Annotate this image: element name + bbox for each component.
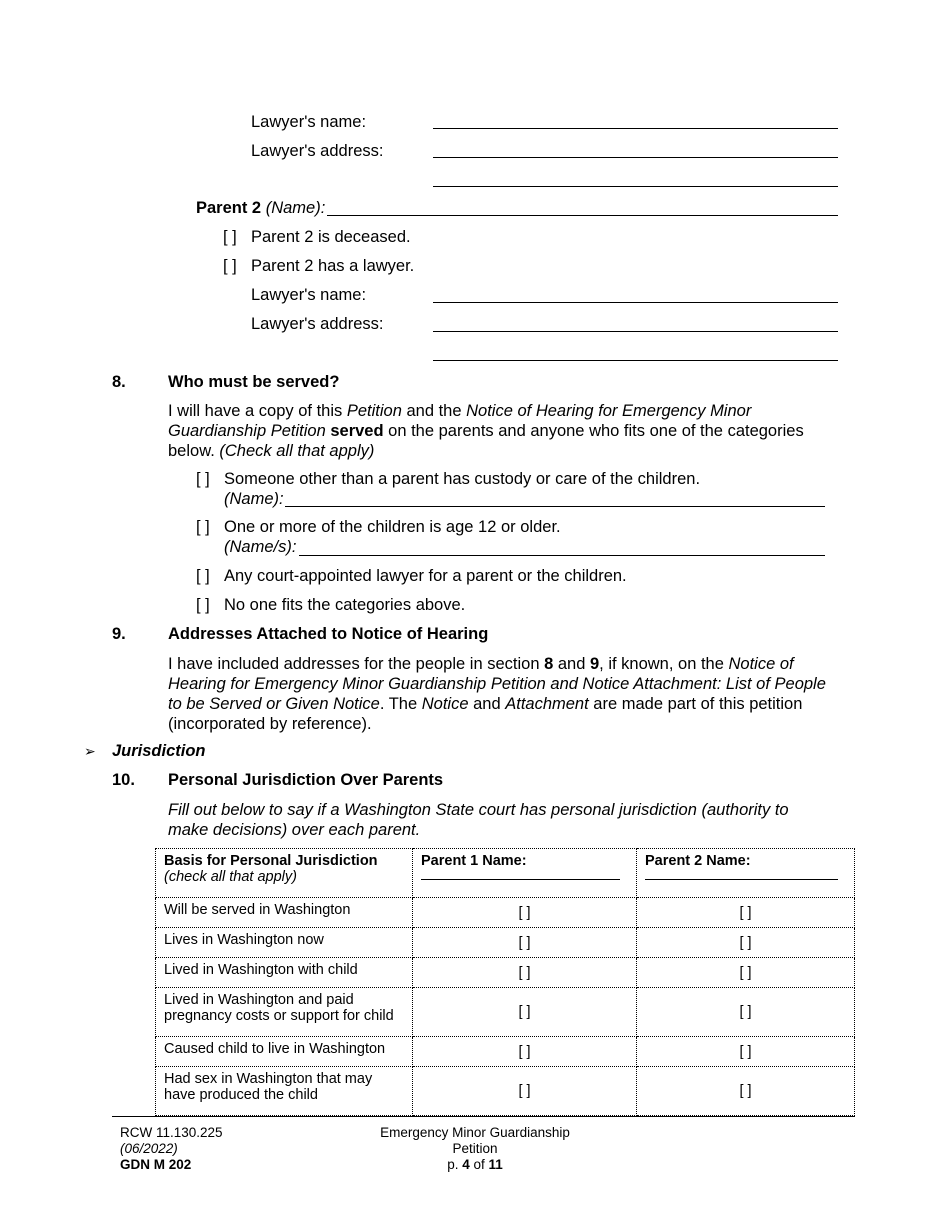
basis-cell: Lived in Washington with child xyxy=(156,958,413,988)
checkbox[interactable]: [ ] xyxy=(196,518,210,536)
section8-option-none[interactable] xyxy=(196,596,465,615)
table-row xyxy=(156,1067,855,1116)
parent2-checkbox[interactable]: [ ] xyxy=(637,958,855,988)
section8-option-court-lawyer[interactable] xyxy=(196,567,627,586)
parent2-column-header: Parent 2 Name: xyxy=(637,849,855,898)
table-row xyxy=(156,988,855,1037)
option-court-lawyer-label: Any court-appointed lawyer for a parent or the children. xyxy=(224,567,627,585)
option-custody-label: Someone other than a parent has custody or care of the children. xyxy=(224,470,701,488)
footer-page-number: p. 4 of 11 xyxy=(447,1157,503,1172)
basis-cell: Lived in Washington and paid pregnancy costs or support for child xyxy=(156,988,413,1037)
option-custody-name-hint: (Name): xyxy=(224,490,284,508)
section9-number: 9. xyxy=(112,625,126,643)
checkbox[interactable]: [ ] xyxy=(196,596,210,614)
table-row xyxy=(156,928,855,958)
parent1-name-field[interactable] xyxy=(421,879,620,880)
section8-option-age12[interactable] xyxy=(196,518,561,537)
arrow-bullet-icon: ➢ xyxy=(84,743,96,759)
section8-paragraph: I will have a copy of this Petition and the Notice of Hearing for Emergency Minor Guardianship Petition served on the parents and anyone who fits one of the categories below. (Check all that apply) xyxy=(168,402,804,460)
parent1-checkbox[interactable]: [ ] xyxy=(413,1037,637,1067)
table-row xyxy=(156,1037,855,1067)
section8-number: 8. xyxy=(112,373,126,391)
lawyer-address-label: Lawyer's address: xyxy=(251,142,384,160)
footer-center xyxy=(355,1125,595,1173)
parent1-checkbox[interactable]: [ ] xyxy=(413,928,637,958)
parent1-column-header: Parent 1 Name: xyxy=(413,849,637,898)
lawyer-name-field[interactable] xyxy=(433,128,838,129)
option-none-label: No one fits the categories above. xyxy=(224,596,466,614)
parent2-lawyer-address-label: Lawyer's address: xyxy=(251,315,384,333)
parent2-label: Parent 2 xyxy=(196,199,262,217)
parent2-lawyer-address-field[interactable] xyxy=(433,331,838,332)
parent1-checkbox[interactable]: [ ] xyxy=(413,1067,637,1116)
lawyer-address-field[interactable] xyxy=(433,157,838,158)
parent2-has-lawyer-label: Parent 2 has a lawyer. xyxy=(251,257,415,275)
footer-rcw: RCW 11.130.225 xyxy=(120,1125,223,1140)
parent2-deceased-label: Parent 2 is deceased. xyxy=(251,228,411,246)
checkbox[interactable]: [ ] xyxy=(223,257,237,275)
section10-instructions: Fill out below to say if a Washington State court has personal jurisdiction (authority to make decisions) over each parent. xyxy=(168,801,789,839)
parent2-name-field[interactable] xyxy=(327,215,838,216)
checkbox[interactable]: [ ] xyxy=(196,470,210,488)
parent2-name-hint: (Name): xyxy=(265,199,326,217)
section10-number: 10. xyxy=(112,771,135,789)
footer-title-line2: Petition xyxy=(452,1141,498,1156)
jurisdiction-heading: Jurisdiction xyxy=(112,742,206,760)
basis-cell: Lives in Washington now xyxy=(156,928,413,958)
basis-cell: Had sex in Washington that may have produced the child xyxy=(156,1067,413,1116)
basis-column-header: Basis for Personal Jurisdiction (check all that apply) xyxy=(156,849,413,898)
section8-option-custody[interactable] xyxy=(196,470,700,489)
section10-title: Personal Jurisdiction Over Parents xyxy=(168,771,444,789)
lawyer-name-label: Lawyer's name: xyxy=(251,113,367,131)
section9-paragraph: I have included addresses for the people in section 8 and 9, if known, on the Notice of Hearing for Emergency Minor Guardianship Petition and Notice Attachment: List of People to be Served or Given Notice. The Notice and Attachment are made part of this petition (incorporated by reference). xyxy=(168,655,826,733)
footer-left xyxy=(120,1125,223,1173)
parent2-name-field[interactable] xyxy=(645,879,838,880)
option-age12-names-hint: (Name/s): xyxy=(224,538,297,556)
basis-cell: Caused child to live in Washington xyxy=(156,1037,413,1067)
parent2-deceased-option[interactable] xyxy=(223,228,411,247)
parent1-checkbox[interactable]: [ ] xyxy=(413,958,637,988)
parent1-checkbox[interactable]: [ ] xyxy=(413,988,637,1037)
jurisdiction-table xyxy=(155,848,855,1116)
parent2-checkbox[interactable]: [ ] xyxy=(637,898,855,928)
parent2-lawyer-name-field[interactable] xyxy=(433,302,838,303)
parent2-lawyer-name-label: Lawyer's name: xyxy=(251,286,367,304)
section8-title: Who must be served? xyxy=(168,373,340,391)
option-age12-names-field[interactable] xyxy=(299,555,825,556)
table-header-row xyxy=(156,849,855,898)
option-age12-label: One or more of the children is age 12 or older. xyxy=(224,518,561,536)
parent2-checkbox[interactable]: [ ] xyxy=(637,928,855,958)
checkbox[interactable]: [ ] xyxy=(196,567,210,585)
footer-form-number: GDN M 202 xyxy=(120,1157,192,1172)
footer-date: (06/2022) xyxy=(120,1141,178,1156)
lawyer-address-field-line2[interactable] xyxy=(433,186,838,187)
parent2-name-row xyxy=(196,199,325,218)
option-custody-name-field[interactable] xyxy=(285,506,825,507)
basis-cell: Will be served in Washington xyxy=(156,898,413,928)
parent2-checkbox[interactable]: [ ] xyxy=(637,988,855,1037)
footer-rule xyxy=(112,1116,855,1117)
table-row xyxy=(156,898,855,928)
parent2-checkbox[interactable]: [ ] xyxy=(637,1037,855,1067)
table-row xyxy=(156,958,855,988)
parent2-has-lawyer-option[interactable] xyxy=(223,257,414,276)
checkbox[interactable]: [ ] xyxy=(223,228,237,246)
footer-title-line1: Emergency Minor Guardianship xyxy=(380,1125,570,1140)
section9-title: Addresses Attached to Notice of Hearing xyxy=(168,625,489,643)
parent2-checkbox[interactable]: [ ] xyxy=(637,1067,855,1116)
parent2-lawyer-address-field-line2[interactable] xyxy=(433,360,838,361)
parent1-checkbox[interactable]: [ ] xyxy=(413,898,637,928)
